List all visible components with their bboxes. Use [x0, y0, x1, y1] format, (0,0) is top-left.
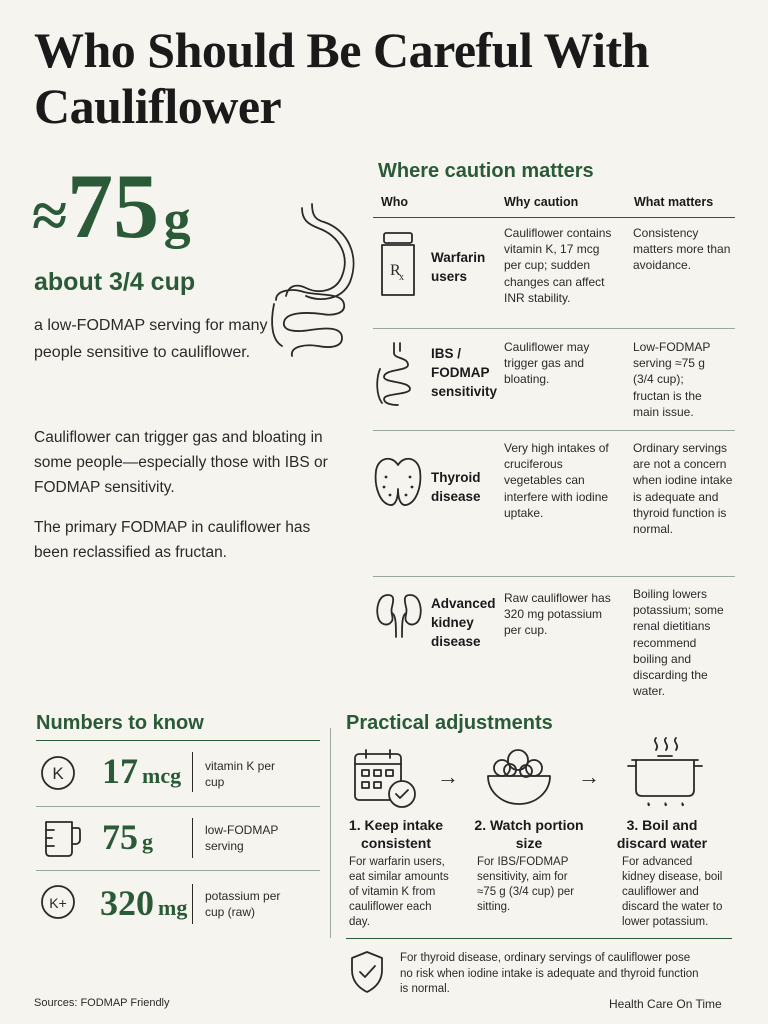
row-divider	[373, 430, 735, 431]
number-label-vitk: vitamin K per cup	[205, 759, 276, 789]
table-header-rule	[373, 217, 735, 218]
number-separator	[192, 884, 193, 924]
step-heading-1: 1. Keep intake consistent	[348, 817, 444, 851]
step-heading-2: 2. Watch portion size	[474, 817, 584, 851]
potassium-icon	[40, 884, 76, 920]
vitamin-k-icon	[40, 755, 76, 791]
numbers-title: Numbers to know	[36, 712, 204, 734]
cauliflower-bowl-icon	[482, 744, 556, 810]
hero-stat	[32, 155, 191, 257]
number-value-vitk: 17 mcg	[102, 751, 182, 791]
numbers-rule	[36, 740, 320, 741]
shield-check-icon	[348, 950, 386, 994]
intro-paragraph-2: The primary FODMAP in cauliflower has been reclassified as fructan.	[34, 519, 311, 561]
svg-text:K: K	[52, 764, 64, 783]
step-text-1: For warfarin users, eat similar amounts of vitamin K from cauliflower each day.	[349, 856, 449, 928]
row-why-ibs: Cauliflower may trigger gas and bloating.	[504, 340, 590, 387]
row-why-kidney: Raw cauliflower has 320 mg potassium per cup.	[504, 591, 611, 638]
row-who-warfarin: Warfarin users	[431, 250, 486, 284]
number-label-serving: low-FODMAP serving	[205, 823, 279, 853]
approx-symbol: ≈	[32, 180, 68, 251]
pill-bottle-icon	[378, 231, 418, 299]
step-text-2: For IBS/FODMAP sensitivity, aim for ≈75 g (3/4 cup) per sitting.	[477, 856, 575, 913]
step-text-3: For advanced kidney disease, boil cauliflower and discard the water to lower potassium.	[622, 856, 723, 928]
intestine-icon	[374, 339, 420, 407]
brand-text: Health Care On Time	[609, 997, 722, 1011]
row-what-ibs: Low-FODMAP serving ≈75 g (3/4 cup); fructan is the main issue.	[633, 340, 711, 419]
arrow-icon: →	[578, 764, 600, 789]
thyroid-note: For thyroid disease, ordinary servings of cauliflower pose no risk when iodine intake is adequate and thyroid function is normal.	[400, 952, 699, 995]
header-who: Who	[381, 195, 409, 209]
header-why: Why caution	[504, 195, 579, 209]
caution-table-title: Where caution matters	[378, 160, 594, 182]
numbers-divider	[36, 870, 320, 871]
row-divider	[373, 576, 735, 577]
step-heading-3: 3. Boil and discard water	[616, 817, 708, 851]
hero-unit: g	[163, 189, 191, 249]
sources-text: Sources: FODMAP Friendly	[34, 997, 170, 1009]
kidney-icon	[374, 591, 424, 641]
svg-text:K+: K+	[49, 895, 67, 911]
header-what: What matters	[634, 195, 714, 209]
number-label-potassium: potassium per cup (raw)	[205, 889, 281, 919]
row-why-warfarin: Cauliflower contains vitamin K, 17 mcg per cup; sudden changes can affect INR stability.	[504, 226, 612, 305]
numbers-divider	[36, 806, 320, 807]
page-title: Who Should Be Careful With Cauliflower	[34, 22, 649, 134]
digestive-system-icon	[262, 200, 362, 365]
hero-cup: about 3/4 cup	[34, 268, 196, 296]
serving-description: a low-FODMAP serving for many people sensitive to cauliflower.	[34, 317, 268, 361]
row-what-kidney: Boiling lowers potassium; some renal dietitians recommend boiling and discarding the water.	[633, 587, 724, 699]
arrow-icon: →	[437, 764, 459, 789]
column-divider	[330, 728, 331, 938]
calendar-check-icon	[352, 748, 418, 810]
row-why-thyroid: Very high intakes of cruciferous vegetables can interfere with iodine uptake.	[504, 441, 609, 520]
intro-paragraph-1: Cauliflower can trigger gas and bloating in some people—especially those with IBS or FODMAP sensitivity.	[34, 429, 328, 496]
row-what-thyroid: Ordinary servings are not a concern when iodine intake is adequate and thyroid function is normal.	[633, 441, 733, 537]
row-who-kidney: Advanced kidney disease	[431, 596, 496, 649]
row-who-ibs: IBS / FODMAP sensitivity	[431, 346, 498, 399]
practical-title: Practical adjustments	[346, 712, 553, 734]
rx-symbol: R	[390, 262, 401, 279]
thyroid-icon	[372, 453, 424, 509]
row-who-thyroid: Thyroid disease	[431, 470, 481, 504]
row-divider	[373, 328, 735, 329]
number-separator	[192, 818, 193, 858]
number-value-serving: 75 g	[102, 817, 153, 857]
note-rule	[346, 938, 732, 939]
boiling-pot-icon	[622, 736, 708, 812]
number-value-potassium: 320 mg	[100, 883, 188, 923]
svg-text:x: x	[399, 272, 404, 283]
number-separator	[192, 752, 193, 792]
hero-number: 75	[67, 155, 160, 257]
measuring-cup-icon	[38, 818, 84, 858]
row-what-warfarin: Consistency matters more than avoidance.	[633, 226, 731, 273]
